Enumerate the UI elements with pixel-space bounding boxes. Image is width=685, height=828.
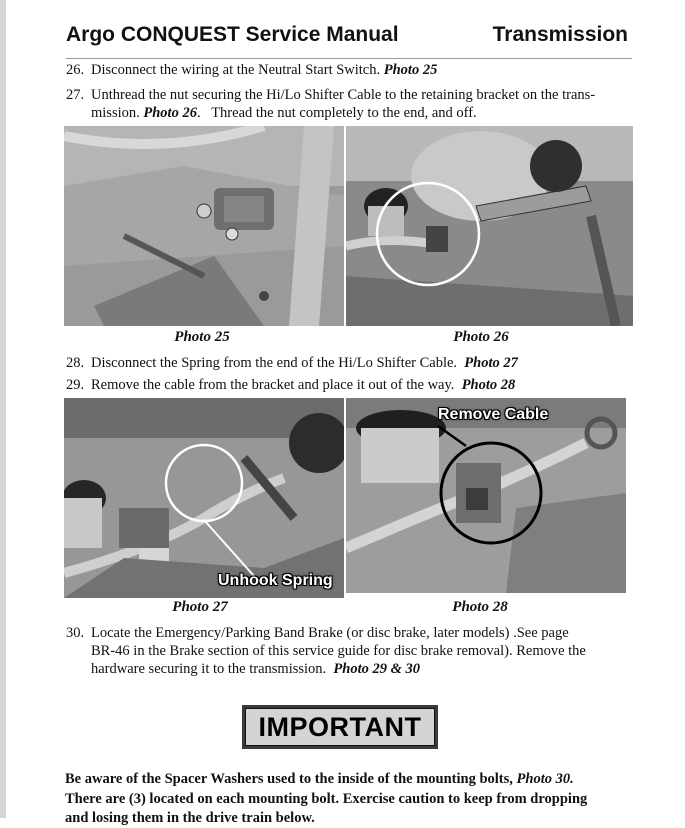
- step-number: 27.: [66, 87, 85, 103]
- photo-25-caption: Photo 25: [174, 329, 230, 345]
- photo-reference: Photo 26: [143, 105, 197, 121]
- page-edge: [0, 0, 6, 818]
- photo-reference: Photo 25: [383, 62, 438, 78]
- photo-reference: Photo 28: [461, 377, 516, 393]
- photo-reference: Photo 29 & 30: [333, 661, 421, 677]
- remove-cable-label: Remove Cable: [438, 406, 549, 423]
- note-line2: There are (3) located on each mounting bolt. Exercise caution to keep from dropping: [65, 791, 588, 807]
- step-number: 30.: [66, 625, 85, 641]
- photo-25: [64, 126, 344, 326]
- note-line3: and losing them in the drive train below.: [65, 810, 315, 826]
- step-number: 28.: [66, 355, 85, 371]
- step-text: Remove the cable from the bracket and place it out of the way. Photo 28: [91, 377, 516, 393]
- unhook-spring-label: Unhook Spring: [218, 572, 333, 589]
- photo-28-caption: Photo 28: [452, 599, 508, 615]
- page-header: [66, 20, 628, 50]
- photo-reference: Photo 30.: [516, 771, 574, 787]
- photo-28-image: [346, 398, 626, 593]
- photo-25-image: [64, 126, 344, 326]
- photo-26-image: [346, 126, 633, 326]
- photo-28: [346, 398, 626, 593]
- step-text-line2: mission. Photo 26. Thread the nut completely to the end, and off.: [91, 105, 477, 121]
- header-divider: [66, 58, 632, 59]
- step-text-line1: Unthread the nut securing the Hi/Lo Shifter Cable to the retaining bracket on the trans-: [91, 87, 596, 103]
- step-text: Disconnect the wiring at the Neutral Start Switch. Photo 25: [91, 62, 438, 78]
- photo-27: [64, 398, 344, 598]
- manual-title: Argo CONQUEST Service Manual: [66, 23, 399, 46]
- photo-27-image: [64, 398, 344, 598]
- step-text: Disconnect the Spring from the end of the Hi/Lo Shifter Cable. Photo 27: [91, 355, 518, 371]
- photo-26: [346, 126, 633, 326]
- step-number: 26.: [66, 62, 85, 78]
- step-text-line3: hardware securing it to the transmission. Photo 29 & 30: [91, 661, 421, 677]
- step-text-line1: Locate the Emergency/Parking Band Brake (or disc brake, later models) .See page: [91, 625, 569, 641]
- photo-26-caption: Photo 26: [453, 329, 509, 345]
- step-27: [66, 86, 636, 126]
- step-30: [66, 624, 636, 680]
- section-title: Transmission: [492, 23, 628, 46]
- step-text-line2: BR-46 in the Brake section of this service guide for disc brake removal). Remove the: [91, 643, 586, 659]
- important-label: IMPORTANT: [245, 708, 435, 746]
- photo-reference: Photo 27: [464, 355, 518, 371]
- photo-27-caption: Photo 27: [172, 599, 228, 615]
- step-number: 29.: [66, 377, 85, 393]
- important-box: [242, 705, 438, 749]
- note-line1: Be aware of the Spacer Washers used to the inside of the mounting bolts, Photo 30.: [65, 771, 574, 787]
